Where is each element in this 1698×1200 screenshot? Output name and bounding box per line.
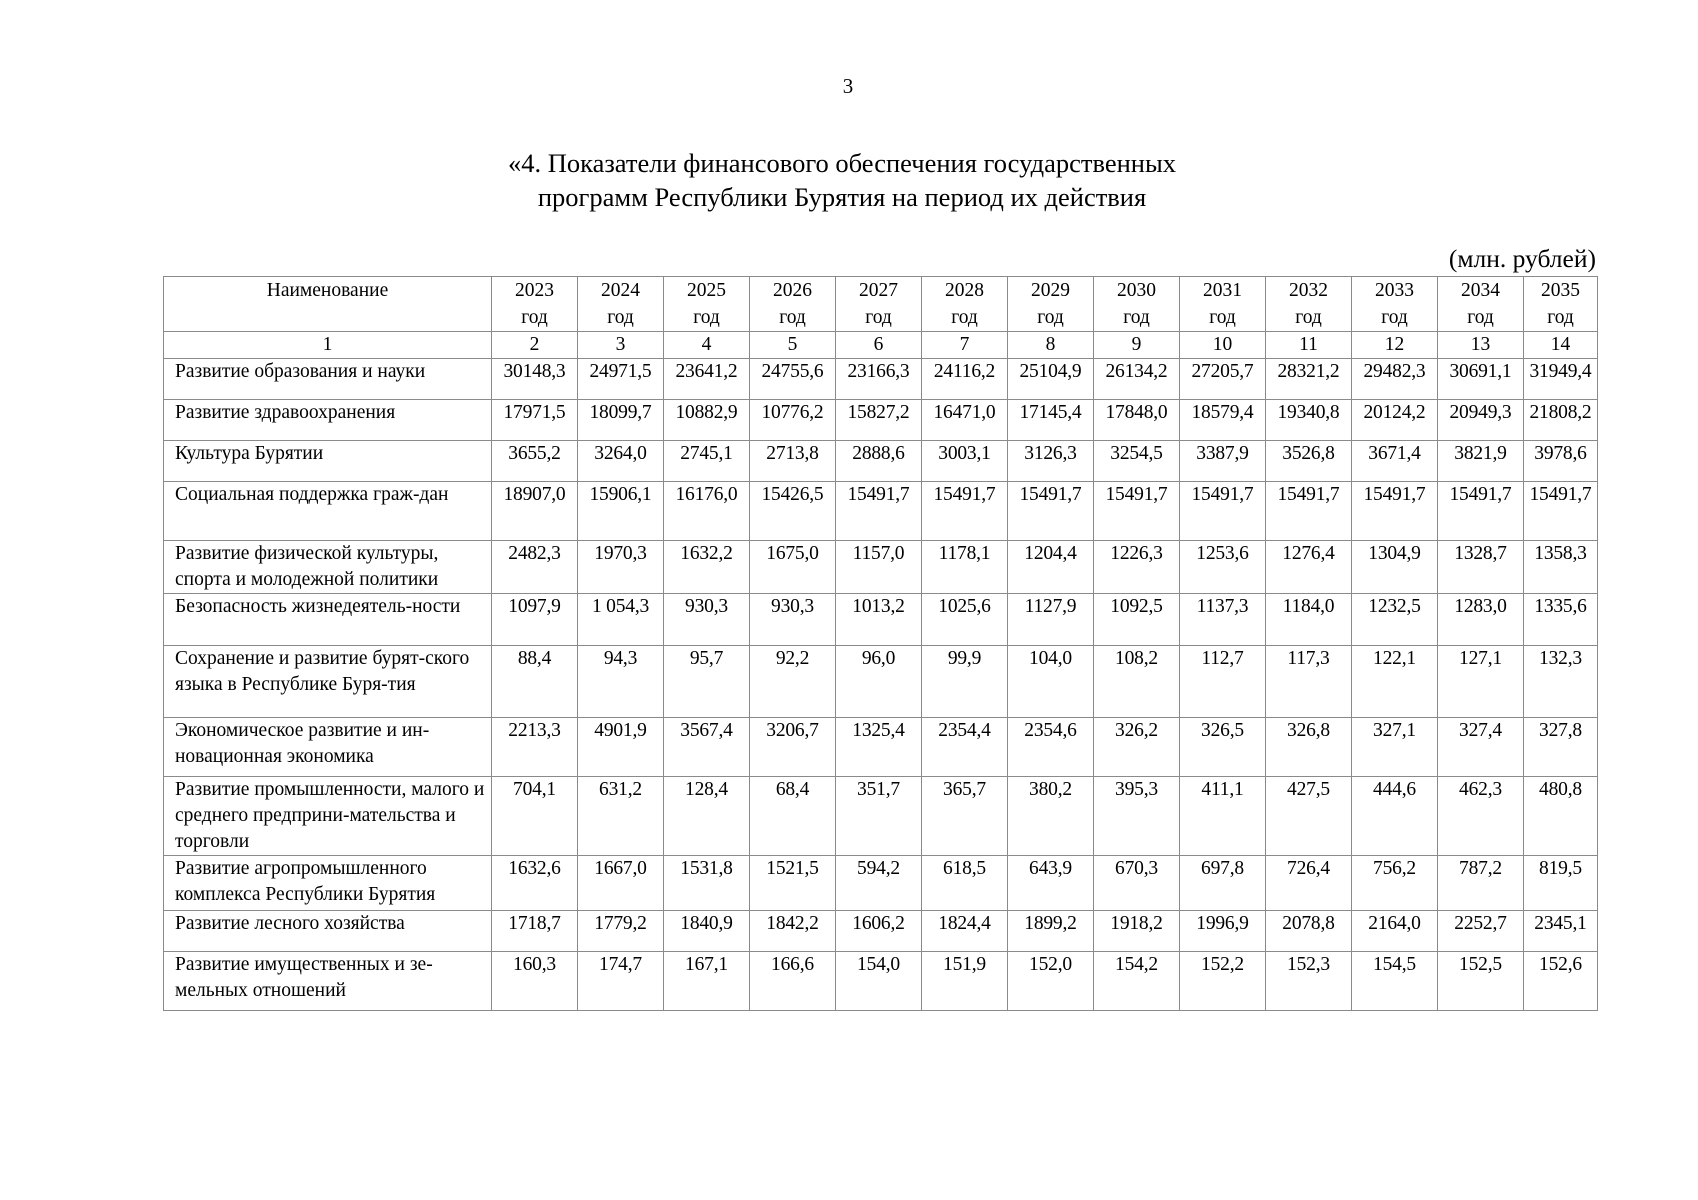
amount-cell: 15827,2 <box>836 400 922 441</box>
table-row <box>164 646 1598 718</box>
amount-cell: 1276,4 <box>1266 541 1352 594</box>
amount-cell: 151,9 <box>922 952 1008 1011</box>
amount-cell: 2164,0 <box>1352 911 1438 952</box>
table-row <box>164 856 1598 911</box>
amount-cell: 1521,5 <box>750 856 836 911</box>
year-value: 2027 <box>859 280 898 301</box>
year-header <box>1180 277 1266 332</box>
program-name: Культура Бурятии <box>164 441 492 482</box>
amount-cell: 24971,5 <box>578 359 664 400</box>
title-line-1: «4. Показатели финансового обеспечения государственных <box>507 148 1177 178</box>
amount-cell: 2345,1 <box>1524 911 1598 952</box>
amount-cell: 462,3 <box>1438 777 1524 856</box>
amount-cell: 3671,4 <box>1352 441 1438 482</box>
column-index: 14 <box>1524 332 1598 359</box>
amount-cell: 480,8 <box>1524 777 1598 856</box>
amount-cell: 618,5 <box>922 856 1008 911</box>
amount-cell: 819,5 <box>1524 856 1598 911</box>
amount-cell: 167,1 <box>664 952 750 1011</box>
amount-cell: 88,4 <box>492 646 578 718</box>
amount-cell: 68,4 <box>750 777 836 856</box>
program-name: Социальная поддержка граж-дан <box>164 482 492 541</box>
amount-cell: 154,2 <box>1094 952 1180 1011</box>
program-name: Развитие промышленности, малого и среднего предприни-мательства и торговли <box>164 777 492 856</box>
year-value: 2033 <box>1375 280 1414 301</box>
amount-cell: 30148,3 <box>492 359 578 400</box>
amount-cell: 132,3 <box>1524 646 1598 718</box>
amount-cell: 160,3 <box>492 952 578 1011</box>
amount-cell: 20124,2 <box>1352 400 1438 441</box>
amount-cell: 17971,5 <box>492 400 578 441</box>
column-index: 3 <box>578 332 664 359</box>
amount-cell: 326,8 <box>1266 718 1352 777</box>
amount-cell: 15491,7 <box>922 482 1008 541</box>
amount-cell: 108,2 <box>1094 646 1180 718</box>
year-value: 2034 <box>1461 280 1500 301</box>
program-name: Безопасность жизнедеятель-ности <box>164 594 492 646</box>
amount-cell: 1606,2 <box>836 911 922 952</box>
amount-cell: 594,2 <box>836 856 922 911</box>
amount-cell: 1097,9 <box>492 594 578 646</box>
amount-cell: 326,2 <box>1094 718 1180 777</box>
amount-cell: 166,6 <box>750 952 836 1011</box>
amount-cell: 1025,6 <box>922 594 1008 646</box>
amount-cell: 16176,0 <box>664 482 750 541</box>
amount-cell: 1226,3 <box>1094 541 1180 594</box>
amount-cell: 94,3 <box>578 646 664 718</box>
amount-cell: 380,2 <box>1008 777 1094 856</box>
amount-cell: 1137,3 <box>1180 594 1266 646</box>
column-index: 8 <box>1008 332 1094 359</box>
program-name: Развитие имущественных и зе-мельных отношений <box>164 952 492 1011</box>
amount-cell: 2888,6 <box>836 441 922 482</box>
amount-cell: 670,3 <box>1094 856 1180 911</box>
table-row <box>164 441 1598 482</box>
amount-cell: 17848,0 <box>1094 400 1180 441</box>
year-suffix: год <box>1037 307 1064 328</box>
amount-cell: 756,2 <box>1352 856 1438 911</box>
amount-cell: 24755,6 <box>750 359 836 400</box>
amount-cell: 444,6 <box>1352 777 1438 856</box>
amount-cell: 3526,8 <box>1266 441 1352 482</box>
amount-cell: 15491,7 <box>836 482 922 541</box>
amount-cell: 2252,7 <box>1438 911 1524 952</box>
amount-cell: 104,0 <box>1008 646 1094 718</box>
table-row <box>164 594 1598 646</box>
year-header <box>1524 277 1598 332</box>
amount-cell: 787,2 <box>1438 856 1524 911</box>
amount-cell: 24116,2 <box>922 359 1008 400</box>
column-index: 6 <box>836 332 922 359</box>
table-row <box>164 777 1598 856</box>
amount-cell: 27205,7 <box>1180 359 1266 400</box>
year-value: 2031 <box>1203 280 1242 301</box>
amount-cell: 395,3 <box>1094 777 1180 856</box>
amount-cell: 3821,9 <box>1438 441 1524 482</box>
table-row <box>164 541 1598 594</box>
amount-cell: 3126,3 <box>1008 441 1094 482</box>
year-header <box>750 277 836 332</box>
amount-cell: 1824,4 <box>922 911 1008 952</box>
amount-cell: 1127,9 <box>1008 594 1094 646</box>
amount-cell: 327,8 <box>1524 718 1598 777</box>
amount-cell: 1675,0 <box>750 541 836 594</box>
program-name: Сохранение и развитие бурят-ского языка в Республике Буря-тия <box>164 646 492 718</box>
amount-cell: 1899,2 <box>1008 911 1094 952</box>
table-row <box>164 952 1598 1011</box>
column-index: 13 <box>1438 332 1524 359</box>
amount-cell: 2078,8 <box>1266 911 1352 952</box>
year-value: 2032 <box>1289 280 1328 301</box>
year-value: 2024 <box>601 280 640 301</box>
amount-cell: 1918,2 <box>1094 911 1180 952</box>
amount-cell: 99,9 <box>922 646 1008 718</box>
amount-cell: 1779,2 <box>578 911 664 952</box>
year-suffix: год <box>1209 307 1236 328</box>
amount-cell: 1632,6 <box>492 856 578 911</box>
amount-cell: 21808,2 <box>1524 400 1598 441</box>
amount-cell: 15491,7 <box>1008 482 1094 541</box>
amount-cell: 327,4 <box>1438 718 1524 777</box>
amount-cell: 326,5 <box>1180 718 1266 777</box>
year-value: 2028 <box>945 280 984 301</box>
table-row <box>164 359 1598 400</box>
amount-cell: 365,7 <box>922 777 1008 856</box>
year-header <box>664 277 750 332</box>
amount-cell: 15491,7 <box>1266 482 1352 541</box>
amount-cell: 4901,9 <box>578 718 664 777</box>
amount-cell: 1157,0 <box>836 541 922 594</box>
page-number: 3 <box>842 74 854 98</box>
amount-cell: 1184,0 <box>1266 594 1352 646</box>
amount-cell: 3206,7 <box>750 718 836 777</box>
amount-cell: 152,3 <box>1266 952 1352 1011</box>
amount-cell: 2354,4 <box>922 718 1008 777</box>
amount-cell: 16471,0 <box>922 400 1008 441</box>
amount-cell: 1667,0 <box>578 856 664 911</box>
year-header <box>578 277 664 332</box>
amount-cell: 23166,3 <box>836 359 922 400</box>
column-index: 12 <box>1352 332 1438 359</box>
amount-cell: 30691,1 <box>1438 359 1524 400</box>
column-index: 11 <box>1266 332 1352 359</box>
document-title <box>0 146 1698 214</box>
year-suffix: год <box>1381 307 1408 328</box>
amount-cell: 1232,5 <box>1352 594 1438 646</box>
year-header <box>1094 277 1180 332</box>
year-suffix: год <box>693 307 720 328</box>
amount-cell: 327,1 <box>1352 718 1438 777</box>
amount-cell: 15491,7 <box>1094 482 1180 541</box>
amount-cell: 3003,1 <box>922 441 1008 482</box>
amount-cell: 154,5 <box>1352 952 1438 1011</box>
amount-cell: 3254,5 <box>1094 441 1180 482</box>
amount-cell: 1358,3 <box>1524 541 1598 594</box>
amount-cell: 1178,1 <box>922 541 1008 594</box>
header-row <box>164 277 1598 332</box>
amount-cell: 1718,7 <box>492 911 578 952</box>
table-row <box>164 911 1598 952</box>
amount-cell: 2213,3 <box>492 718 578 777</box>
amount-cell: 726,4 <box>1266 856 1352 911</box>
amount-cell: 174,7 <box>578 952 664 1011</box>
year-value: 2035 <box>1541 280 1580 301</box>
amount-cell: 10776,2 <box>750 400 836 441</box>
units-label: (млн. рублей) <box>1448 244 1596 273</box>
year-value: 2026 <box>773 280 812 301</box>
amount-cell: 15491,7 <box>1180 482 1266 541</box>
year-header <box>922 277 1008 332</box>
table-row <box>164 718 1598 777</box>
amount-cell: 18099,7 <box>578 400 664 441</box>
column-index-row <box>164 332 1598 359</box>
amount-cell: 95,7 <box>664 646 750 718</box>
amount-cell: 1092,5 <box>1094 594 1180 646</box>
amount-cell: 152,6 <box>1524 952 1598 1011</box>
table-row <box>164 400 1598 441</box>
year-value: 2030 <box>1117 280 1156 301</box>
amount-cell: 15491,7 <box>1352 482 1438 541</box>
amount-cell: 1840,9 <box>664 911 750 952</box>
amount-cell: 2482,3 <box>492 541 578 594</box>
amount-cell: 411,1 <box>1180 777 1266 856</box>
amount-cell: 117,3 <box>1266 646 1352 718</box>
year-suffix: год <box>865 307 892 328</box>
amount-cell: 1970,3 <box>578 541 664 594</box>
year-header <box>1438 277 1524 332</box>
amount-cell: 127,1 <box>1438 646 1524 718</box>
amount-cell: 128,4 <box>664 777 750 856</box>
column-index: 5 <box>750 332 836 359</box>
amount-cell: 96,0 <box>836 646 922 718</box>
amount-cell: 10882,9 <box>664 400 750 441</box>
amount-cell: 18579,4 <box>1180 400 1266 441</box>
year-suffix: год <box>779 307 806 328</box>
program-name: Развитие агропромышленного комплекса Республики Бурятия <box>164 856 492 911</box>
year-suffix: год <box>607 307 634 328</box>
amount-cell: 26134,2 <box>1094 359 1180 400</box>
amount-cell: 29482,3 <box>1352 359 1438 400</box>
amount-cell: 152,2 <box>1180 952 1266 1011</box>
amount-cell: 122,1 <box>1352 646 1438 718</box>
year-value: 2029 <box>1031 280 1070 301</box>
column-index: 9 <box>1094 332 1180 359</box>
amount-cell: 152,5 <box>1438 952 1524 1011</box>
amount-cell: 112,7 <box>1180 646 1266 718</box>
amount-cell: 930,3 <box>750 594 836 646</box>
amount-cell: 2713,8 <box>750 441 836 482</box>
name-header: Наименование <box>164 277 492 332</box>
column-index: 7 <box>922 332 1008 359</box>
amount-cell: 1304,9 <box>1352 541 1438 594</box>
amount-cell: 930,3 <box>664 594 750 646</box>
amount-cell: 23641,2 <box>664 359 750 400</box>
year-value: 2025 <box>687 280 726 301</box>
amount-cell: 2745,1 <box>664 441 750 482</box>
amount-cell: 3387,9 <box>1180 441 1266 482</box>
year-header <box>1266 277 1352 332</box>
year-header <box>836 277 922 332</box>
amount-cell: 1632,2 <box>664 541 750 594</box>
amount-cell: 1842,2 <box>750 911 836 952</box>
amount-cell: 1325,4 <box>836 718 922 777</box>
column-index: 4 <box>664 332 750 359</box>
title-line-2: программ Республики Бурятия на период их действия <box>537 182 1147 212</box>
amount-cell: 15426,5 <box>750 482 836 541</box>
amount-cell: 2354,6 <box>1008 718 1094 777</box>
year-header <box>1008 277 1094 332</box>
amount-cell: 20949,3 <box>1438 400 1524 441</box>
year-header <box>1352 277 1438 332</box>
year-suffix: год <box>1547 307 1574 328</box>
amount-cell: 427,5 <box>1266 777 1352 856</box>
year-suffix: год <box>951 307 978 328</box>
amount-cell: 15491,7 <box>1524 482 1598 541</box>
table-row <box>164 482 1598 541</box>
amount-cell: 28321,2 <box>1266 359 1352 400</box>
amount-cell: 154,0 <box>836 952 922 1011</box>
amount-cell: 19340,8 <box>1266 400 1352 441</box>
program-name: Развитие физической культуры, спорта и молодежной политики <box>164 541 492 594</box>
year-header <box>492 277 578 332</box>
financing-table <box>163 276 1598 1011</box>
amount-cell: 3264,0 <box>578 441 664 482</box>
amount-cell: 15906,1 <box>578 482 664 541</box>
year-suffix: год <box>1467 307 1494 328</box>
amount-cell: 351,7 <box>836 777 922 856</box>
amount-cell: 18907,0 <box>492 482 578 541</box>
year-suffix: год <box>1123 307 1150 328</box>
amount-cell: 3978,6 <box>1524 441 1598 482</box>
amount-cell: 3655,2 <box>492 441 578 482</box>
amount-cell: 3567,4 <box>664 718 750 777</box>
amount-cell: 1013,2 <box>836 594 922 646</box>
column-index: 1 <box>164 332 492 359</box>
amount-cell: 31949,4 <box>1524 359 1598 400</box>
year-suffix: год <box>1295 307 1322 328</box>
amount-cell: 1253,6 <box>1180 541 1266 594</box>
amount-cell: 17145,4 <box>1008 400 1094 441</box>
amount-cell: 697,8 <box>1180 856 1266 911</box>
amount-cell: 1328,7 <box>1438 541 1524 594</box>
amount-cell: 92,2 <box>750 646 836 718</box>
amount-cell: 1531,8 <box>664 856 750 911</box>
amount-cell: 1 054,3 <box>578 594 664 646</box>
amount-cell: 152,0 <box>1008 952 1094 1011</box>
year-value: 2023 <box>515 280 554 301</box>
amount-cell: 15491,7 <box>1438 482 1524 541</box>
program-name: Развитие здравоохранения <box>164 400 492 441</box>
year-suffix: год <box>521 307 548 328</box>
amount-cell: 643,9 <box>1008 856 1094 911</box>
program-name: Развитие лесного хозяйства <box>164 911 492 952</box>
program-name: Развитие образования и науки <box>164 359 492 400</box>
amount-cell: 1335,6 <box>1524 594 1598 646</box>
column-index: 10 <box>1180 332 1266 359</box>
amount-cell: 631,2 <box>578 777 664 856</box>
amount-cell: 25104,9 <box>1008 359 1094 400</box>
column-index: 2 <box>492 332 578 359</box>
amount-cell: 1204,4 <box>1008 541 1094 594</box>
amount-cell: 1996,9 <box>1180 911 1266 952</box>
amount-cell: 1283,0 <box>1438 594 1524 646</box>
amount-cell: 704,1 <box>492 777 578 856</box>
program-name: Экономическое развитие и ин-новационная экономика <box>164 718 492 777</box>
